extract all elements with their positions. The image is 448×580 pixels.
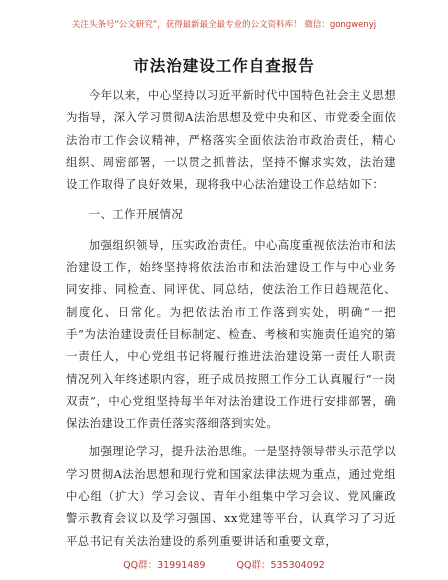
body-paragraph-study: 加强理论学习，提升法治思维。一是坚持领导带头示范学以学习贯彻A法治思想和现行党和国家法律法规为重点，通过党组中心组（扩大）学习会议、青年小组集中学习会议、党风廉政警示教育会议以及学习强国、xx党建等平台，认真学习了习近平总书记有关法治建设的系列重要讲话和重要文章， [66, 444, 396, 548]
footer-contacts [0, 557, 448, 571]
body-paragraph-organization: 加强组织领导，压实政治责任。中心高度重视依法治市和法治建设工作，始终坚持将依法治市和法治建设工作与中心业务同安排、同检查、同评优、同总结，使法治工作日趋规范化、制度化、日常化。为把依法治市工作落到实处，明确“一把手”为法治建设责任目标制定、检查、考核和实施责任追究的第一责任人，中心党组书记将履行推进法治建设第一责任人职责情况列入年终述职内容，班子成员按照工作分工认真履行“一岗双责”，中心党组坚持每半年对法治建设工作进行安排部署，确保法治建设工作责任落实落细落到实处。 [66, 237, 396, 431]
document-title: 市法治建设工作自查报告 [133, 57, 315, 75]
header-banner: 关注头条号“公文研究”，获得最新最全最专业的公文资料库！ 微信：gongwenyj [71, 20, 377, 30]
footer-qq-group-1: QQ群：31991489 [123, 560, 206, 571]
document-body [66, 84, 396, 552]
intro-paragraph: 今年以来，中心坚持以习近平新时代中国特色社会主义思想为指导，深入学习贯彻A法治思想及党中央和区、市党委全面依法治市工作会议精神，严格落实全面依法治市政治责任，精心组织、周密部署，一以贯之抓普法，坚持不懈求实效，法治建设工作取得了良好效果，现将我中心法治建设工作总结如下： [66, 88, 396, 192]
section-heading: 一、工作开展情况 [88, 207, 184, 222]
footer-qq-group-2: QQ群：535304092 [236, 560, 325, 571]
